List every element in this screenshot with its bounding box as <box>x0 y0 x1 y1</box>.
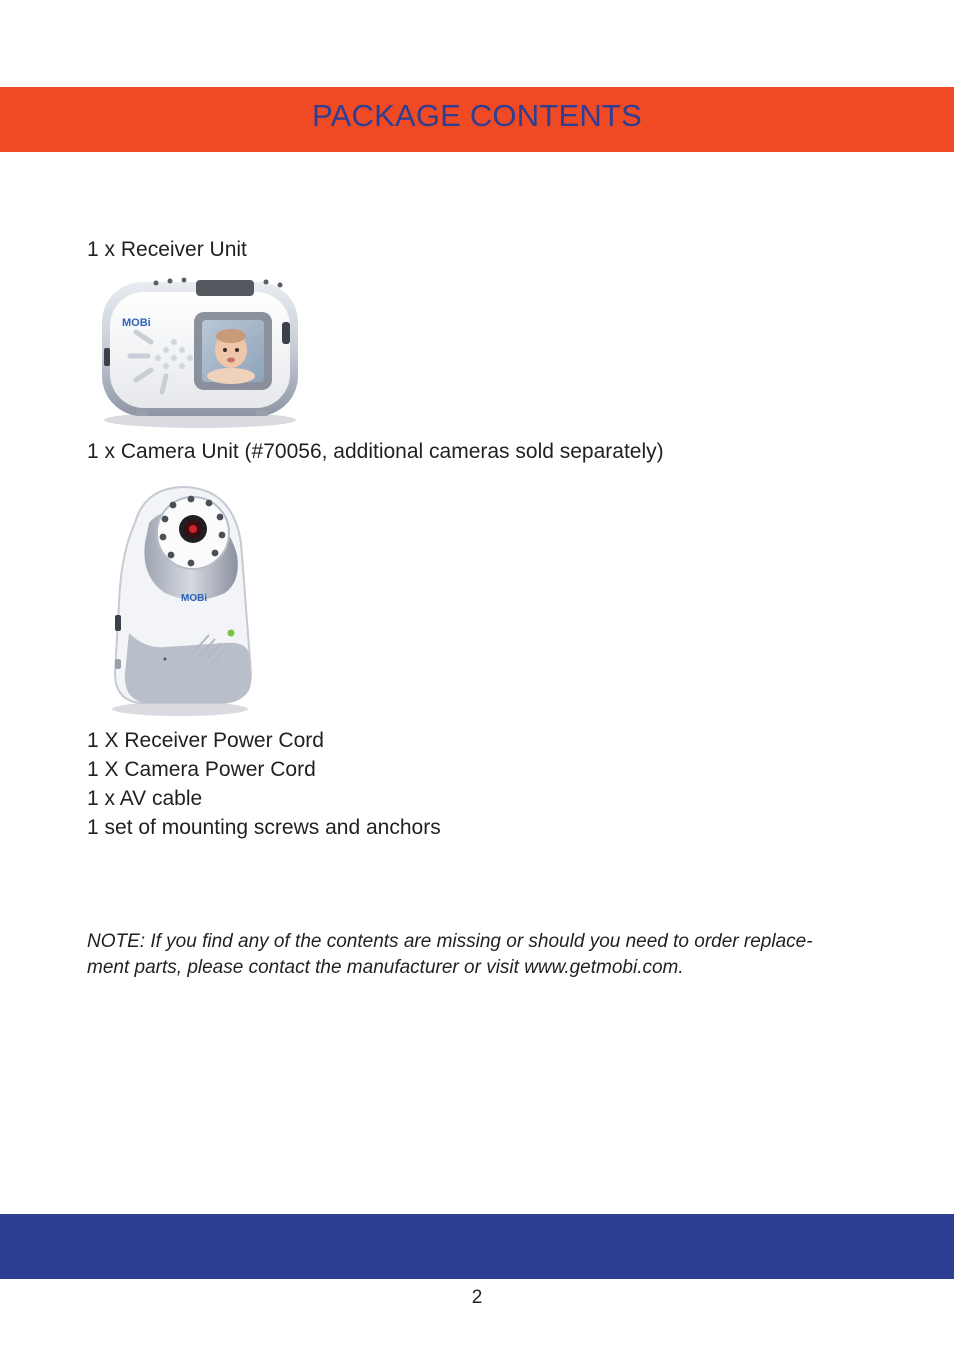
receiver-logo: MOBi <box>122 317 151 329</box>
page-number: 2 <box>471 1287 483 1308</box>
list-item: 1 X Receiver Power Cord <box>87 729 324 752</box>
list-item: 1 x AV cable <box>87 787 203 810</box>
accessory-list <box>87 726 441 842</box>
note-paragraph <box>87 929 847 981</box>
note-line: NOTE: If you find any of the contents are missing or should you need to order replace- <box>87 931 813 952</box>
receiver-unit-image <box>96 272 304 432</box>
camera-logo: MOBi <box>181 593 208 604</box>
list-item: 1 set of mounting screws and anchors <box>87 816 441 839</box>
footer-band <box>0 1214 954 1279</box>
camera-unit-image <box>105 483 255 718</box>
list-item: 1 X Camera Power Cord <box>87 758 316 781</box>
note-line: ment parts, please contact the manufacturer or visit www.getmobi.com. <box>87 957 684 978</box>
receiver-unit-item: 1 x Receiver Unit <box>87 238 247 261</box>
page-title: PACKAGE CONTENTS <box>312 98 642 133</box>
camera-unit-item: 1 x Camera Unit (#70056, additional cameras sold separately) <box>87 440 664 463</box>
